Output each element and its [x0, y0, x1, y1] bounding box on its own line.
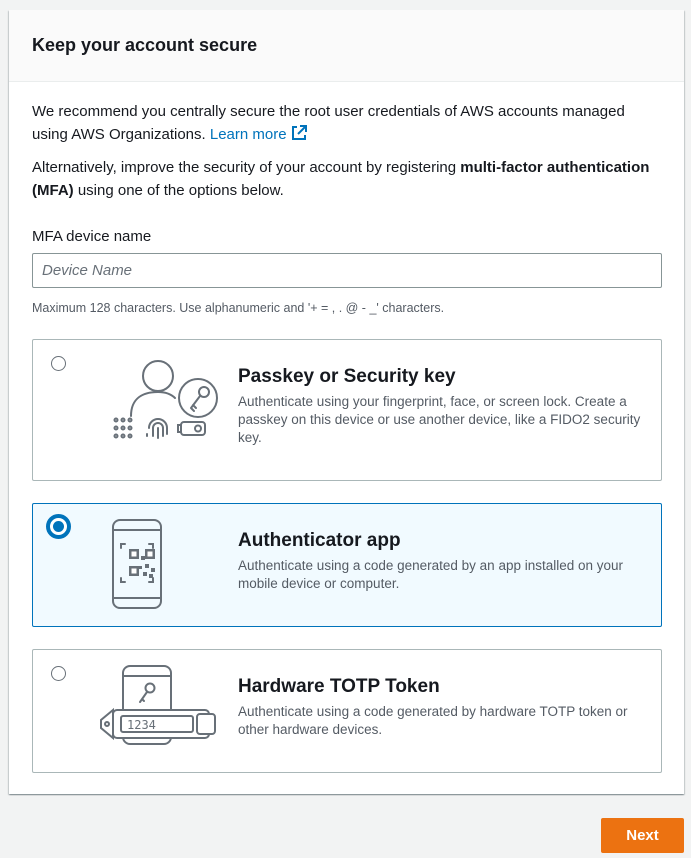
- radio-passkey[interactable]: [51, 356, 66, 371]
- external-link-icon: [291, 125, 307, 148]
- intro-text: We recommend you centrally secure the root user credentials of AWS accounts managed using AWS Organizations.: [32, 103, 625, 143]
- radio-hardware-totp[interactable]: [51, 666, 66, 681]
- option-authenticator-app-title: Authenticator app: [238, 530, 401, 551]
- option-authenticator-app-description: Authenticate using a code generated by an app installed on your mobile device or computer.: [238, 558, 624, 591]
- option-passkey[interactable]: [32, 339, 662, 481]
- learn-more-link[interactable]: [210, 126, 307, 143]
- alt-text-after: using one of the options below.: [73, 182, 284, 199]
- mfa-device-name-label: MFA device name: [32, 228, 152, 245]
- alt-text-before: Alternatively, improve the security of your account by registering: [32, 159, 461, 176]
- learn-more-label: Learn more: [209, 126, 287, 143]
- option-hardware-totp[interactable]: [32, 649, 662, 773]
- hardware-token-illustration-icon: [97, 662, 227, 759]
- mfa-device-name-input[interactable]: [32, 253, 662, 288]
- intro-paragraph: [32, 100, 661, 148]
- token-display-text: 1234: [127, 718, 156, 732]
- page-title: Keep your account secure: [32, 35, 258, 55]
- alternative-paragraph: [32, 156, 661, 202]
- mfa-card: [9, 10, 684, 794]
- option-passkey-description: Authenticate using your fingerprint, face, or screen lock. Create a passkey on this device or use another device, like a FIDO2 security key.: [238, 394, 641, 445]
- next-button[interactable]: Next: [601, 818, 684, 853]
- mfa-bold-text: multi-factor authentication (MFA): [32, 159, 650, 199]
- card-body: [9, 82, 684, 316]
- option-hardware-totp-description: Authenticate using a code generated by hardware TOTP token or other hardware devices.: [238, 704, 628, 737]
- authenticator-app-illustration-icon: [103, 518, 193, 615]
- option-authenticator-app[interactable]: [32, 503, 662, 627]
- option-passkey-title: Passkey or Security key: [238, 366, 456, 387]
- radio-authenticator-app[interactable]: [46, 514, 71, 539]
- option-hardware-totp-title: Hardware TOTP Token: [238, 676, 440, 697]
- mfa-device-name-hint: Maximum 128 characters. Use alphanumeric and '+ = , . @ - _' characters.: [32, 301, 445, 315]
- passkey-illustration-icon: [103, 356, 223, 451]
- card-header: [9, 10, 684, 82]
